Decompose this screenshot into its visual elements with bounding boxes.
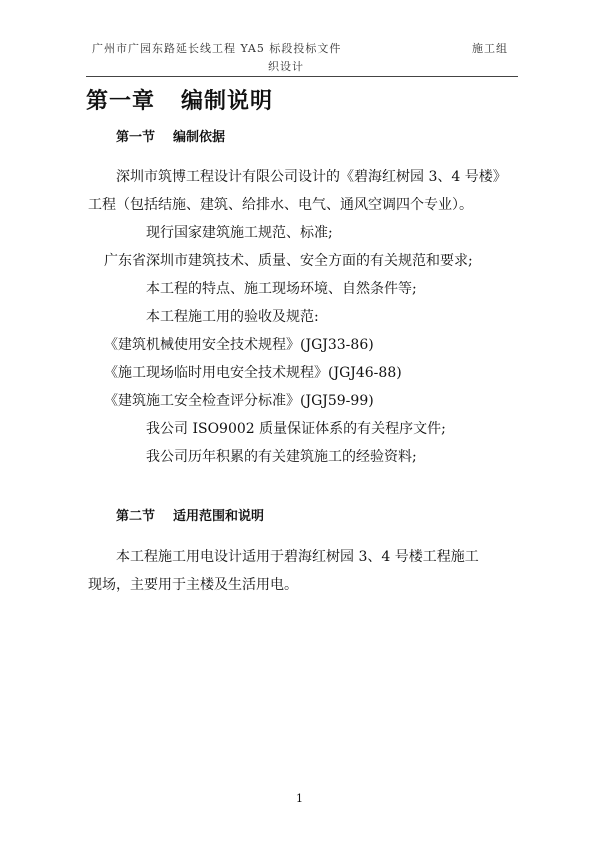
paragraph-line: 深圳市筑博工程设计有限公司设计的《碧海红树园 3、4 号楼》 bbox=[116, 169, 507, 185]
header-divider bbox=[86, 76, 518, 77]
paragraph-line: 现行国家建筑施工规范、标准; bbox=[146, 225, 333, 241]
header-title: 广州市广园东路延长线工程 YA5 标段投标文件 bbox=[92, 42, 342, 55]
chapter-title: 编制说明 bbox=[181, 88, 274, 114]
paragraph-line: 《施工现场临时用电安全技术规程》(JGJ46-88) bbox=[104, 365, 402, 381]
paragraph-line: 本工程的特点、施工现场环境、自然条件等; bbox=[146, 281, 417, 297]
header-section-label: 施工组 bbox=[472, 42, 508, 55]
section-number: 第二节 bbox=[116, 509, 156, 524]
paragraph-line: 本工程施工用的验收及规范: bbox=[146, 309, 319, 325]
paragraph-line: 我公司 ISO9002 质量保证体系的有关程序文件; bbox=[146, 421, 446, 437]
paragraph-line: 工程（包括结施、建筑、给排水、电气、通风空调四个专业）。 bbox=[88, 197, 473, 213]
paragraph-line: 《建筑机械使用安全技术规程》(JGJ33-86) bbox=[104, 337, 374, 353]
section-title: 编制依据 bbox=[173, 130, 226, 145]
paragraph-line: 本工程施工用电设计适用于碧海红树园 3、4 号楼工程施工 bbox=[116, 549, 479, 565]
page-number: 1 bbox=[296, 792, 303, 805]
paragraph-line: 《建筑施工安全检查评分标准》(JGJ59-99) bbox=[104, 393, 374, 409]
section-title: 适用范围和说明 bbox=[173, 509, 265, 524]
section-heading-2 bbox=[116, 505, 264, 524]
paragraph-line: 我公司历年积累的有关建筑施工的经验资料; bbox=[146, 449, 417, 465]
section-number: 第一节 bbox=[116, 130, 156, 145]
chapter-heading bbox=[86, 84, 273, 115]
paragraph-line: 现场，主要用于主楼及生活用电。 bbox=[88, 577, 298, 593]
paragraph-line: 广东省深圳市建筑技术、质量、安全方面的有关规范和要求; bbox=[104, 253, 473, 269]
chapter-number: 第一章 bbox=[86, 88, 156, 114]
header-title-continued: 织设计 bbox=[268, 60, 304, 73]
section-heading-1 bbox=[116, 126, 225, 145]
